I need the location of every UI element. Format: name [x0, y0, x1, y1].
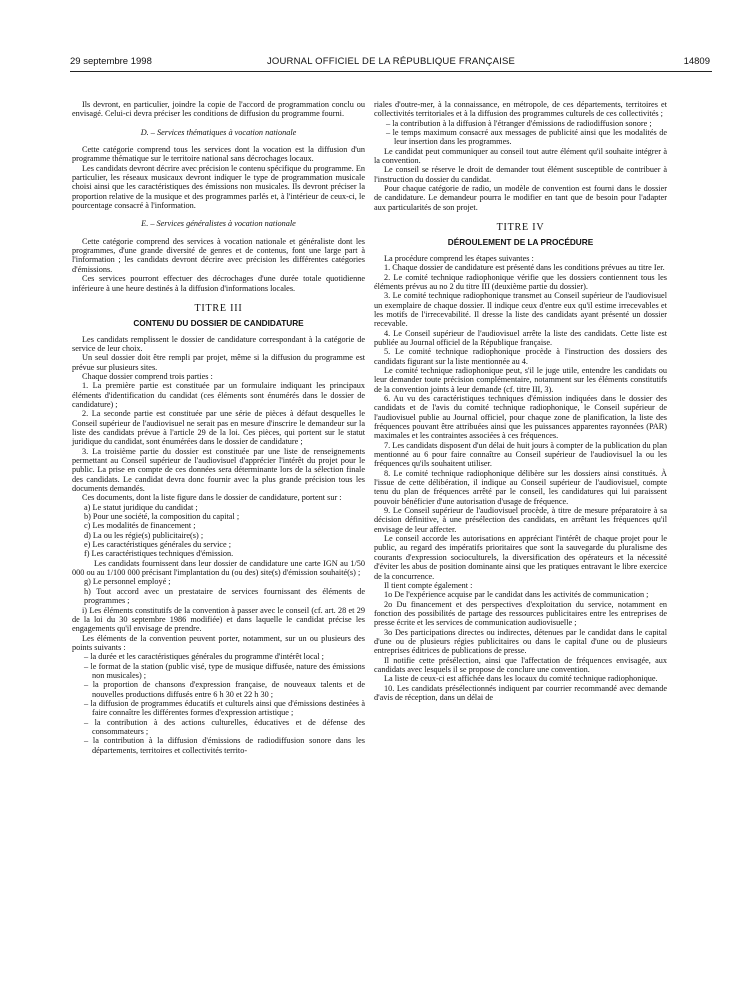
list-item: – la contribution à des actions culturelles, éducatives et de défense des consommateurs ;	[84, 717, 365, 736]
paragraph: Ils devront, en particulier, joindre la copie de l'accord de programmation conclu ou envisagé. Celui-ci devra préciser les conditions de diffusion du programme fourni.	[72, 100, 365, 119]
list-item: i) Les éléments constitutifs de la convention à passer avec le conseil (cf. art. 28 et 29 de la loi du 30 septembre 1986 modifiée) et dans laquelle le candidat précise les engagements qu'il envisage de prendre.	[72, 605, 365, 634]
paragraph: 10. Les candidats présélectionnés indiquent par courrier recommandé avec demande d'avis de réception, dans un délai de	[374, 683, 667, 702]
paragraph: Les éléments de la convention peuvent porter, notamment, sur un ou plusieurs des points suivants :	[72, 633, 365, 652]
journal-title: JOURNAL OFFICIEL DE LA RÉPUBLIQUE FRANÇAISE	[266, 56, 516, 67]
list-item: – la durée et les caractéristiques générales du programme d'intérêt local ;	[84, 652, 324, 662]
paragraph: Les candidats devront décrire avec précision le contenu spécifique du programme. En particulier, les réseaux musicaux devront indiquer le type de programmation musicale choisi ainsi que les caractéristiques des émissions non musicales. Ils devront préciser la proportion relative de la musique et des programmes parlés et, à l'intérieur de ceux-ci, le pourcentage consacré à l'information.	[72, 163, 365, 211]
paragraph: 1. Chaque dossier de candidature est présenté dans les conditions prévues au titre Ier.	[384, 263, 665, 273]
list-item: a) Le statut juridique du candidat ;	[84, 502, 198, 512]
paragraph: 3. Le comité technique radiophonique transmet au Conseil supérieur de l'audiovisuel un exemplaire de chaque dossier. Il indique ceux d'entre eux qu'il estime irrecevables et les motifs de l'irrecevabilité. Il dresse la liste des candidats ayant présenté un dossier recevable.	[374, 291, 667, 329]
list-item: – le temps maximum consacré aux messages de publicité ainsi que les modalités de leur insertion dans les programmes.	[386, 128, 667, 147]
paragraph: Les candidats fournissent dans leur dossier de candidature une carte IGN au 1/50 000 ou au 1/100 000 précisant l'implantation du (ou des) site(s) d'émission souhaité(s) ;	[72, 558, 365, 578]
paragraph: 2. La seconde partie est constituée par une série de pièces à défaut desquelles le Conseil supérieur de l'audiovisuel ne serait pas en mesure d'inscrire le demandeur sur la liste des candidats prévue à l'article 29 de la loi. Ces pièces, qui portent sur le statut juridique du candidat, sont énumérées dans le dossier de candidature ;	[72, 409, 365, 447]
list-item: – la contribution à la diffusion à l'étranger d'émissions de radiodiffusion sonore ;	[386, 118, 652, 128]
paragraph: Chaque dossier comprend trois parties :	[82, 371, 213, 381]
list-item: 1o De l'expérience acquise par le candidat dans les activités de communication ;	[384, 590, 649, 600]
list-item: d) La ou les régie(s) publicitaire(s) ;	[84, 530, 204, 540]
title-heading: TITRE IV	[496, 222, 545, 234]
list-item: c) Les modalités de financement ;	[84, 521, 196, 531]
paragraph: 1. La première partie est constituée par un formulaire indiquant les principaux éléments d'identification du candidat (ces éléments sont énumérés dans le dossier de candidature) ;	[72, 381, 365, 409]
list-item: g) Le personnel employé ;	[84, 577, 171, 587]
list-item: – la contribution à la diffusion d'émissions de radiodiffusion sonore dans les départements, territoires et collectivités territo-	[84, 736, 365, 755]
section-heading: D. – Services thématiques à vocation nationale	[140, 127, 297, 137]
list-item: e) Les caractéristiques générales du service ;	[84, 540, 232, 550]
paragraph: Cette catégorie comprend des services à vocation nationale et généraliste dont les programmes, d'une grande diversité de genres et de contenus, font une large part à l'information ; les candidats devront décrire avec précision les différentes catégories d'émissions.	[72, 236, 365, 274]
paragraph: riales d'outre-mer, à la connaissance, en métropole, de ces départements, territoires et collectivités territoriales et à la diffusion des programmes culturels de ces collectivités ;	[374, 100, 667, 119]
header-rule	[70, 71, 712, 72]
list-item: 2o Du financement et des perspectives d'exploitation du service, notamment en fonction des possibilités de partage des ressources publicitaires entre les entreprises de presse écrite et les services de communication audiovisuelle ;	[374, 599, 667, 628]
page-number: 14809	[683, 56, 710, 67]
paragraph: La liste de ceux-ci est affichée dans les locaux du comité technique radiophonique.	[384, 674, 658, 684]
paragraph: Il tient compte également :	[384, 580, 473, 590]
paragraph: Les candidats remplissent le dossier de candidature correspondant à la catégorie de service de leur choix.	[72, 334, 365, 353]
paragraph: Cette catégorie comprend tous les services dont la vocation est la diffusion d'un programme thématique sur le territoire national sans décrochages locaux.	[72, 145, 365, 164]
paragraph: 8. Le comité technique radiophonique délibère sur les dossiers ainsi constitués. À l'issue de cette délibération, il indique au Conseil supérieur de l'audiovisuel, compte tenu du plan de fréquences arrêté par le conseil, les candidatures qui lui paraissent pouvoir bénéficier d'une autorisation d'usage de fréquence.	[374, 468, 667, 506]
paragraph: Ces services pourront effectuer des décrochages d'une durée totale quotidienne inférieure à une heure destinés à la diffusion d'informations locales.	[72, 274, 365, 293]
paragraph: Il notifie cette présélection, ainsi que l'affectation de fréquences envisagée, aux candidats avec lesquels il se propose de conclure une convention.	[374, 655, 667, 674]
paragraph: Le conseil se réserve le droit de demander tout élément susceptible de contribuer à l'instruction du dossier du candidat.	[374, 165, 667, 184]
list-item: f) Les caractéristiques techniques d'émission.	[84, 549, 234, 559]
paragraph: 4. Le Conseil supérieur de l'audiovisuel arrête la liste des candidats. Cette liste est publiée au Journal officiel de la République française.	[374, 328, 667, 347]
list-item: – la proportion de chansons d'expression française, de nouveaux talents et de nouvelles productions diffusés entre 6 h 30 et 22 h 30 ;	[84, 680, 365, 699]
list-item: h) Tout accord avec un prestataire de services fournissant des éléments de programmes ;	[84, 586, 365, 606]
list-item: – le format de la station (public visé, type de musique diffusée, nature des émissions non musicales) ;	[84, 661, 365, 680]
left-column	[72, 100, 365, 755]
title-heading: TITRE III	[194, 302, 243, 314]
right-column	[374, 100, 667, 702]
paragraph: Ces documents, dont la liste figure dans le dossier de candidature, portent sur :	[82, 493, 342, 503]
paragraph: Un seul dossier doit être rempli par projet, même si la diffusion du programme est prévue sur plusieurs sites.	[72, 353, 365, 372]
paragraph: Le conseil accorde les autorisations en appréciant l'intérêt de chaque projet pour le public, au regard des impératifs prioritaires que sont la sauvegarde du pluralisme des courants d'expression socioculturels, la diversification des opérateurs et la nécessité d'éviter les abus de position dominante ainsi que les pratiques entravant le libre exercice de la concurrence.	[374, 534, 667, 581]
paragraph: Le candidat peut communiquer au conseil tout autre élément qu'il souhaite intégrer à la convention.	[374, 146, 667, 166]
section-heading: E. – Services généralistes à vocation nationale	[141, 219, 296, 229]
paragraph: 6. Au vu des caractéristiques techniques d'émission indiquées dans le dossier des candidats et de l'avis du comité technique radiophonique, le Conseil supérieur de l'audiovisuel publie au Journal officiel, pour chaque zone de planification, la liste des fréquences pouvant être attribuées ainsi que les puissances apparentes rayonnées (PAR) maximales et les contraintes associées à ces fréquences.	[374, 393, 667, 441]
header-date: 29 septembre 1998	[70, 56, 152, 67]
paragraph: Pour chaque catégorie de radio, un modèle de convention est fourni dans le dossier de candidature. Le demandeur pourra le modifier en tant que de besoin pour l'adapter aux particularités de son projet.	[374, 184, 667, 212]
paragraph: 7. Les candidats disposent d'un délai de huit jours à compter de la publication du plan mentionné au 6 pour faire connaître au Conseil supérieur de l'audiovisuel la ou les fréquences qu'ils souhaitent utiliser.	[374, 440, 667, 469]
title-subheading: DÉROULEMENT DE LA PROCÉDURE	[447, 238, 594, 248]
paragraph: 3. La troisième partie du dossier est constituée par une liste de renseignements permettant au Conseil supérieur de l'audiovisuel d'apprécier l'intérêt du projet pour le public. La prise en compte de ces données sera déterminante lors de la sélection finale des candidats. Le candidat devra donc fournir avec la plus grande précision tous les documents demandés.	[72, 446, 365, 494]
paragraph: La procédure comprend les étapes suivantes :	[384, 253, 534, 263]
paragraph: 5. Le comité technique radiophonique procède à l'instruction des dossiers des candidats figurant sur la liste mentionnée au 4.	[374, 347, 667, 366]
page-header	[70, 56, 712, 70]
paragraph: 2. Le comité technique radiophonique vérifie que les dossiers contiennent tous les éléments prévus au no 2 du titre III (deuxième partie du dossier).	[374, 272, 667, 291]
paragraph: Le comité technique radiophonique peut, s'il le juge utile, entendre les candidats ou leur demander toute précision complémentaire, notamment sur les éléments constitutifs de la convention joints à leur demande (cf. titre III, 3).	[374, 365, 667, 394]
list-item: b) Pour une société, la composition du capital ;	[84, 512, 240, 522]
list-item: 3o Des participations directes ou indirectes, détenues par le candidat dans le capital d'une ou de plusieurs régies publicitaires ou dans le capital d'une ou de plusieurs entreprises éditrices de publications de presse.	[374, 627, 667, 656]
paragraph: 9. Le Conseil supérieur de l'audiovisuel procède, à titre de mesure préparatoire à sa décision définitive, à une présélection des candidats, en arrêtant les fréquences qu'il envisage de leur affecter.	[374, 506, 667, 534]
title-subheading: CONTENU DU DOSSIER DE CANDIDATURE	[133, 319, 304, 329]
list-item: – la diffusion de programmes éducatifs et culturels ainsi que d'émissions destinées à faire connaître les différentes formes d'expression artistique ;	[84, 698, 365, 718]
